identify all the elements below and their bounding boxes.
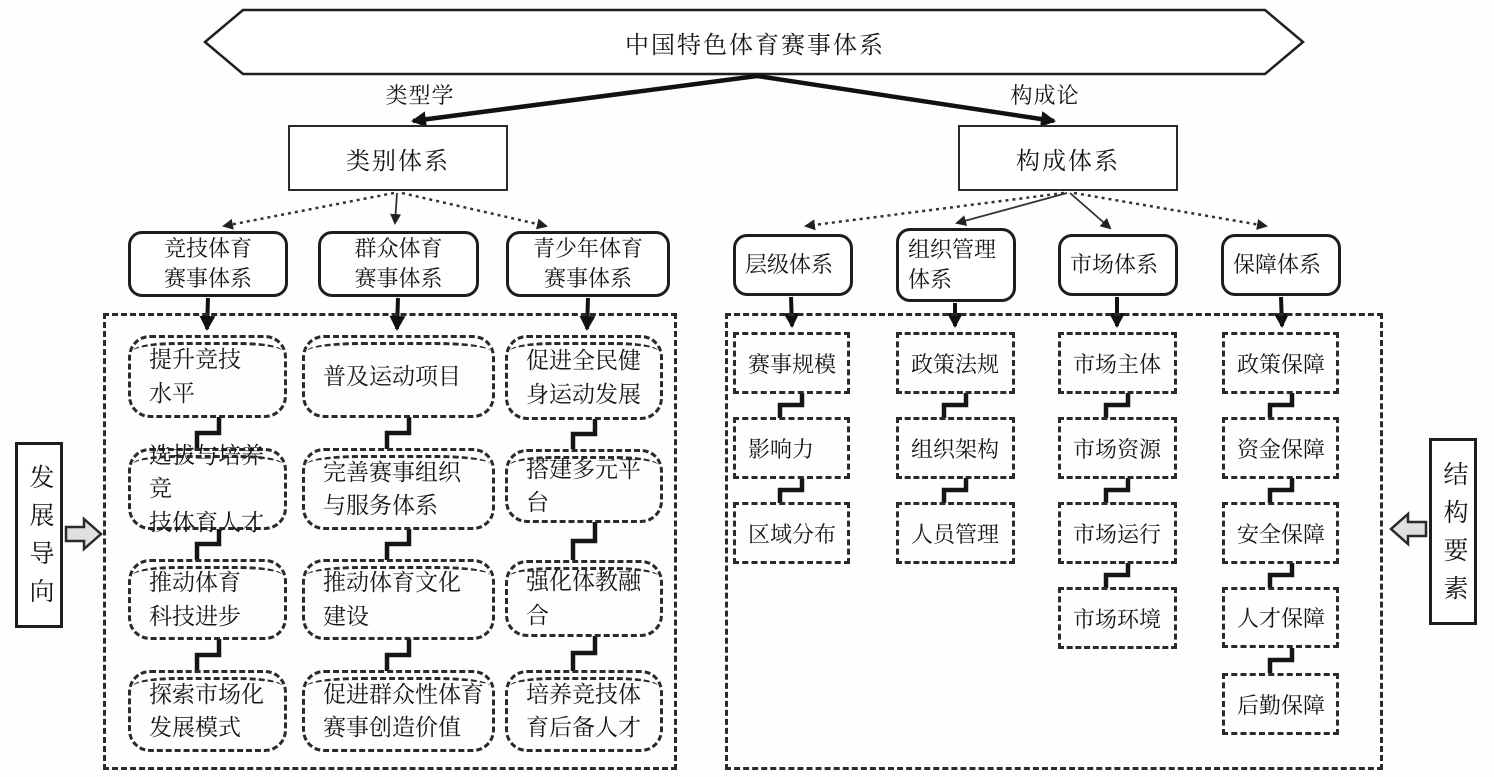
item-node: 市场资源 xyxy=(1058,417,1177,479)
group-node-market-system: 市场体系 xyxy=(1058,234,1178,296)
thin-branch-arrows xyxy=(395,193,1110,228)
item-node: 政策法规 xyxy=(896,332,1015,394)
root-node-title: 中国特色体育赛事体系 xyxy=(625,32,885,59)
group-node-youth-sports: 青少年体育 赛事体系 xyxy=(506,231,670,297)
group-node-mass-sports: 群众体育 赛事体系 xyxy=(318,231,479,297)
item-node: 普及运动项目 xyxy=(302,335,495,418)
left-pointing-hollow-arrow-icon xyxy=(1391,514,1426,544)
item-node: 促进全民健 身运动发展 xyxy=(505,335,663,420)
item-node: 安全保障 xyxy=(1222,502,1339,564)
group-node-organization-management-system: 组织管理 体系 xyxy=(896,228,1016,302)
item-node: 人员管理 xyxy=(896,502,1015,564)
item-node: 市场运行 xyxy=(1058,502,1177,564)
category-system-node: 类别体系 xyxy=(288,125,508,191)
dotted-branch-arrows xyxy=(224,193,1266,226)
item-node: 强化体教融合 xyxy=(505,560,663,637)
structural-elements-label xyxy=(1429,438,1477,625)
item-node: 区域分布 xyxy=(733,502,850,564)
item-node: 培养竞技体 育后备人才 xyxy=(505,670,663,752)
item-node: 推动体育 科技进步 xyxy=(128,559,287,640)
item-node: 探索市场化 发展模式 xyxy=(128,670,287,752)
item-node: 推动体育文化 建设 xyxy=(302,559,495,640)
root-branch-arrows xyxy=(413,76,1054,121)
right-pointing-hollow-arrow-icon xyxy=(66,519,101,549)
item-node: 资金保障 xyxy=(1222,417,1339,479)
item-node: 搭建多元平台 xyxy=(505,449,663,523)
item-node: 政策保障 xyxy=(1222,332,1339,394)
item-node: 市场环境 xyxy=(1058,587,1177,649)
item-node: 影响力 xyxy=(733,417,850,479)
item-node: 赛事规模 xyxy=(733,332,850,394)
item-node: 提升竞技 水平 xyxy=(128,335,287,418)
item-node: 后勤保障 xyxy=(1222,673,1339,735)
group-node-hierarchy-system: 层级体系 xyxy=(733,234,853,296)
item-node: 促进群众性体育 赛事创造价值 xyxy=(302,670,495,752)
item-node: 完善赛事组织 与服务体系 xyxy=(302,448,495,530)
item-node: 市场主体 xyxy=(1058,332,1177,394)
structural-elements-text: 结构要素 xyxy=(1440,460,1467,613)
typology-edge-label: 类型学 xyxy=(385,82,455,108)
development-orientation-text: 发展导向 xyxy=(26,464,53,616)
composition-edge-label: 构成论 xyxy=(1010,82,1080,108)
composition-system-node: 构成体系 xyxy=(958,125,1178,191)
group-node-competitive-sports: 竞技体育 赛事体系 xyxy=(128,231,288,297)
item-node: 组织架构 xyxy=(896,417,1015,479)
development-orientation-label xyxy=(15,442,63,628)
item-node: 选拔与培养竞 技体育人才 xyxy=(128,448,287,530)
item-node: 人才保障 xyxy=(1222,587,1339,648)
group-node-support-system: 保障体系 xyxy=(1221,234,1341,296)
